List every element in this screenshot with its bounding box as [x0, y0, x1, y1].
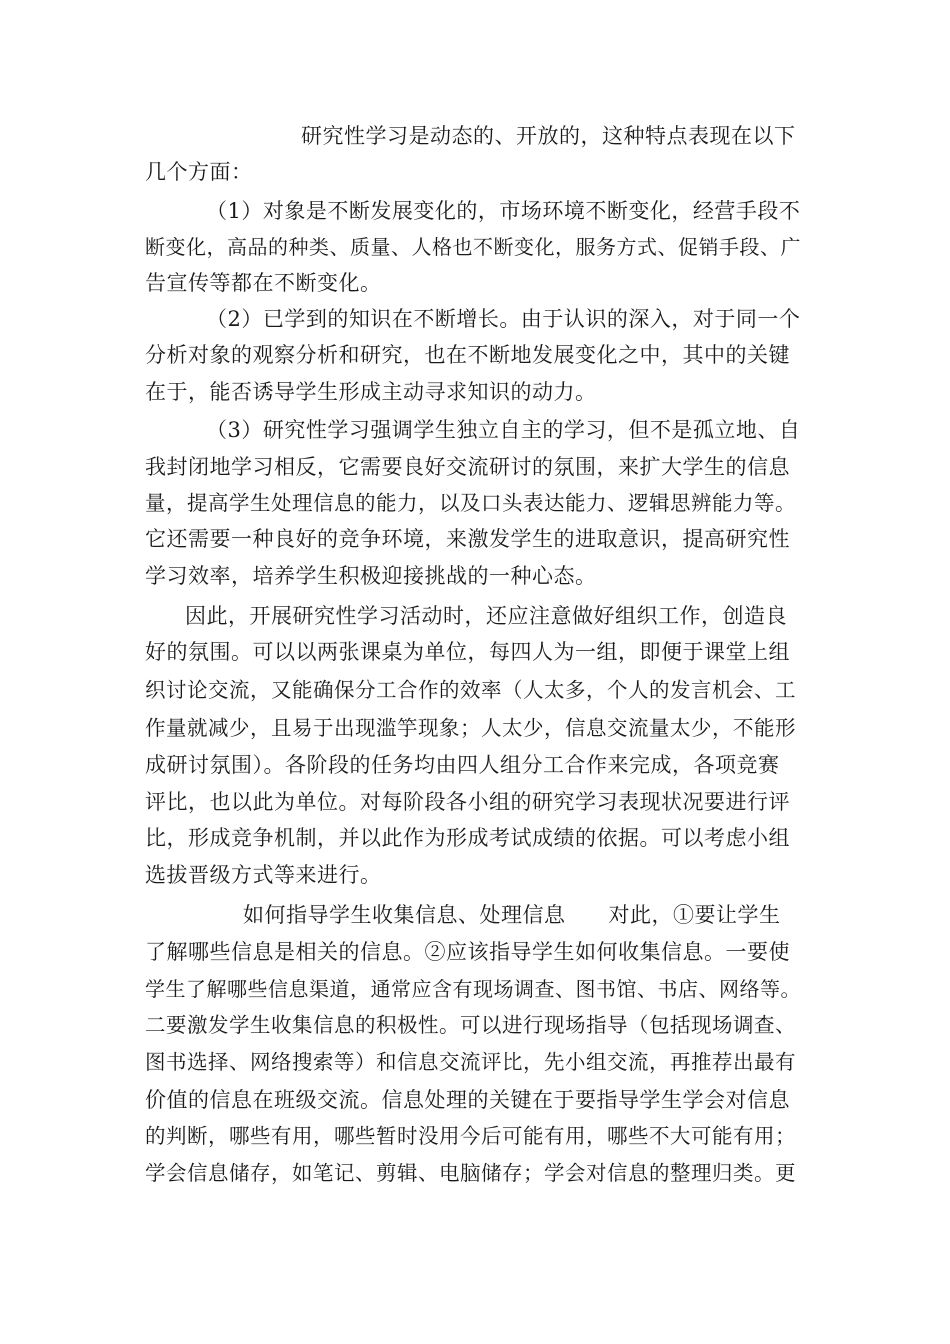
text-line: 学生了解哪些信息渠道，通常应含有现场调查、图书馆、书店、网络等。 — [145, 977, 801, 1001]
text-line: 我封闭地学习相反，它需要良好交流研讨的氛围，来扩大学生的信息 — [145, 455, 790, 479]
text-line: 分析对象的观察分析和研究，也在不断地发展变化之中，其中的关键 — [145, 343, 790, 367]
text-line: 如何指导学生收集信息、处理信息 对此，①要让学生 — [243, 903, 781, 927]
text-line: （1）对象是不断发展变化的，市场环境不断变化，经营手段不 — [206, 199, 801, 223]
text-line: 选拔晋级方式等来进行。 — [145, 863, 382, 887]
text-line: （3）研究性学习强调学生独立自主的学习，但不是孤立地、自 — [206, 418, 801, 442]
text-line: 量，提高学生处理信息的能力，以及口头表达能力、逻辑思辨能力等。 — [145, 491, 796, 515]
text-line: 它还需要一种良好的竞争环境，来激发学生的进取意识，提高研究性 — [145, 527, 790, 551]
text-line: 二要激发学生收集信息的积极性。可以进行现场指导（包括现场调查、 — [145, 1013, 796, 1037]
text-line: 了解哪些信息是相关的信息。②应该指导学生如何收集信息。一要使 — [145, 940, 790, 964]
text-line: 学会信息储存，如笔记、剪辑、电脑储存；学会对信息的整理归类。更 — [145, 1161, 796, 1185]
text-line: 学习效率，培养学生积极迎接挑战的一种心态。 — [145, 564, 597, 588]
text-line: 好的氛围。可以以两张课桌为单位，每四人为一组，即便于课堂上组 — [145, 640, 790, 664]
text-line: 因此，开展研究性学习活动时，还应注意做好组织工作，创造良 — [185, 604, 787, 628]
text-line: 几个方面： — [145, 160, 253, 184]
text-line: 告宣传等都在不断变化。 — [145, 271, 382, 295]
text-line: 织讨论交流，又能确保分工合作的效率（人太多，个人的发言机会、工 — [145, 678, 796, 702]
text-line: 的判断，哪些有用，哪些暂时没用今后可能有用，哪些不大可能有用； — [145, 1124, 796, 1148]
text-line: 图书选择、网络搜索等）和信息交流评比，先小组交流，再推荐出最有 — [145, 1050, 796, 1074]
text-line: 断变化，高品的种类、质量、人格也不断变化，服务方式、促销手段、广 — [145, 235, 801, 259]
text-line: 评比，也以此为单位。对每阶段各小组的研究学习表现状况要进行评 — [145, 790, 790, 814]
text-line: 成研讨氛围）。各阶段的任务均由四人组分工合作来完成，各项竞赛 — [145, 753, 780, 777]
text-line: 在于，能否诱导学生形成主动寻求知识的动力。 — [145, 380, 597, 404]
text-line: （2）已学到的知识在不断增长。由于认识的深入，对于同一个 — [206, 307, 801, 331]
text-line: 价值的信息在班级交流。信息处理的关键在于要指导学生学会对信息 — [145, 1088, 790, 1112]
text-line: 作量就减少，且易于出现滥竽现象；人太少，信息交流量太少，不能形 — [145, 716, 796, 740]
text-line: 比，形成竞争机制，并以此作为形成考试成绩的依据。可以考虑小组 — [145, 826, 790, 850]
text-line: 研究性学习是动态的、开放的，这种特点表现在以下 — [301, 124, 796, 148]
